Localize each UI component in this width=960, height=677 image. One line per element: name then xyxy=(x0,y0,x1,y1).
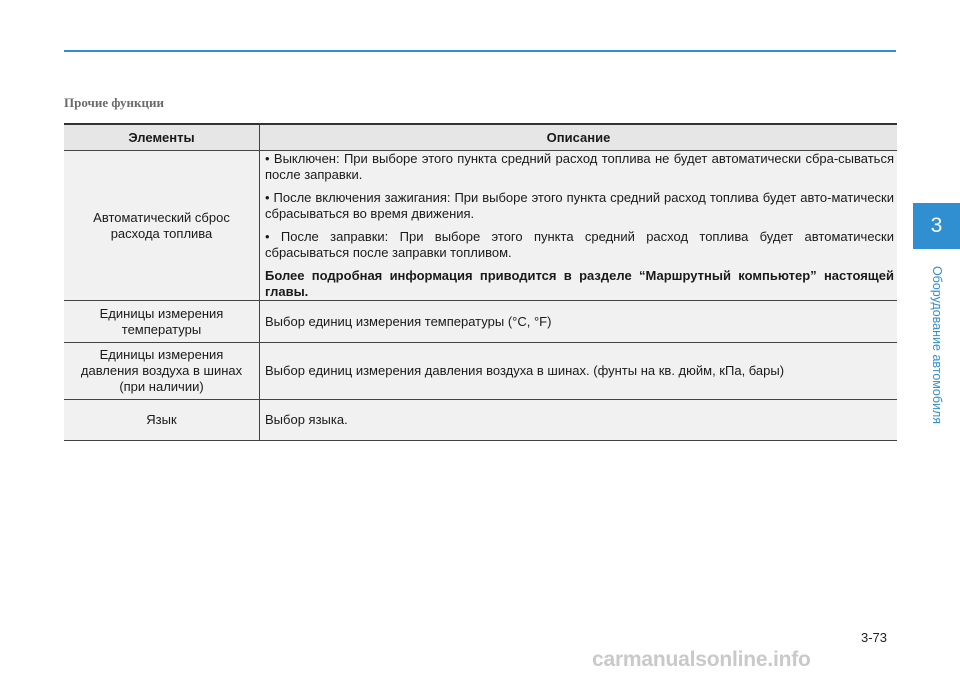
description-item: Выбор языка. xyxy=(265,412,348,427)
element-cell xyxy=(64,151,260,301)
element-line: давления воздуха в шинах xyxy=(80,363,243,378)
description-item: • После включения зажигания: При выборе этого пункта средний расход топлива будет авто-матически сбрасываться во время движения. xyxy=(265,190,894,221)
section-title: Прочие функции xyxy=(64,95,164,110)
element-line: Язык xyxy=(146,412,177,427)
page-number: 3-73 xyxy=(861,630,888,645)
top-rule xyxy=(64,50,896,52)
features-table xyxy=(64,123,897,441)
description-cell xyxy=(260,400,898,441)
element-line: Единицы измерения xyxy=(99,305,224,321)
watermark-logo: carmanualsonline.info xyxy=(592,648,811,671)
description-item: Выбор единиц измерения температуры (°C, °F) xyxy=(265,313,552,329)
description-cell xyxy=(260,343,898,400)
table-row xyxy=(64,151,897,301)
table-row xyxy=(64,301,897,343)
element-line: Единицы измерения xyxy=(99,347,224,362)
column-header-elements: Элементы xyxy=(64,124,260,151)
table-row xyxy=(64,400,897,441)
chapter-title: Оборудование автомобиля xyxy=(930,265,944,425)
description-cell xyxy=(260,301,898,343)
column-header-description: Описание xyxy=(260,124,898,151)
element-line: расхода топлива xyxy=(110,225,213,241)
element-line: температуры xyxy=(121,321,202,337)
element-line: Автоматический сброс xyxy=(93,209,230,225)
description-item: • После заправки: При выборе этого пункта средний расход топлива будет автоматически сбрасываться после заправки топливом. xyxy=(265,229,894,260)
description-item: • Выключен: При выборе этого пункта средний расход топлива не будет автоматически сбра-сываться после заправки. xyxy=(265,151,894,182)
element-cell xyxy=(64,400,260,441)
chapter-tab[interactable]: 3 xyxy=(913,203,960,249)
table-header-row xyxy=(64,124,897,151)
description-item: Выбор единиц измерения давления воздуха в шинах. (фунты на кв. дюйм, кПа, бары) xyxy=(265,363,785,378)
description-cell xyxy=(260,151,898,301)
element-cell xyxy=(64,301,260,343)
element-cell xyxy=(64,343,260,400)
table-row xyxy=(64,343,897,400)
element-line: (при наличии) xyxy=(119,379,204,394)
description-note: Более подробная информация приводится в разделе “Маршрутный компьютер” настоящей главы. xyxy=(265,268,894,299)
